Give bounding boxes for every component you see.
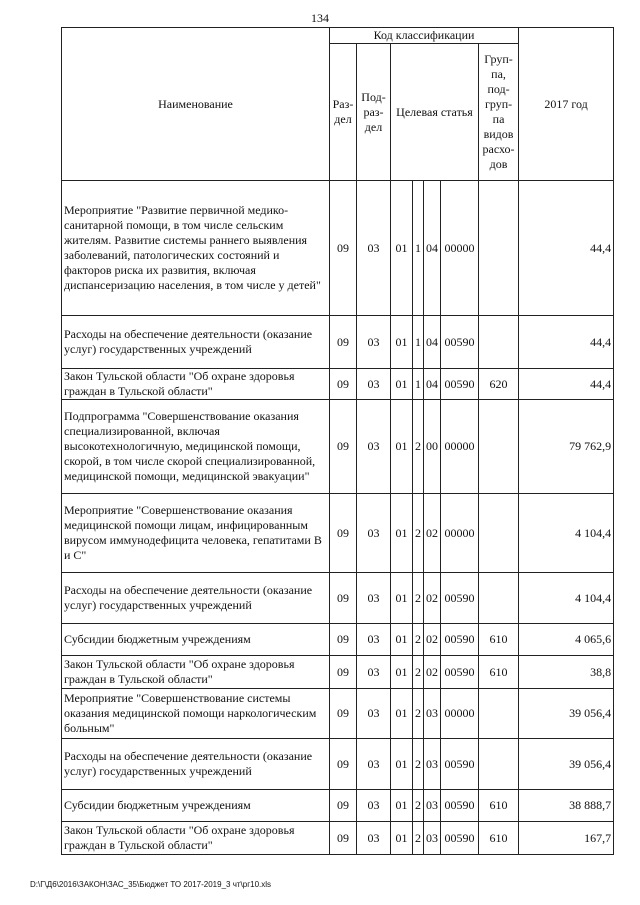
cell-target-direction: 00000 [441, 689, 479, 739]
cell-target-program: 01 [391, 369, 413, 400]
cell-target-subprogram: 1 [413, 181, 424, 316]
cell-name: Мероприятие "Совершенствование системы оказания медицинской помощи наркологическим больным" [62, 689, 330, 739]
header-year: 2017 год [519, 28, 614, 181]
page-number: 134 [311, 11, 329, 25]
table-row [62, 624, 614, 656]
cell-target-event: 03 [424, 790, 441, 822]
table-row [62, 494, 614, 573]
cell-name: Закон Тульской области "Об охране здоровья граждан в Тульской области" [62, 822, 330, 855]
cell-podrazdel: 03 [357, 790, 391, 822]
cell-target-program: 01 [391, 656, 413, 689]
cell-razdel: 09 [330, 494, 357, 573]
cell-group [479, 316, 519, 369]
cell-target-program: 01 [391, 790, 413, 822]
cell-target-program: 01 [391, 624, 413, 656]
cell-amount: 4 104,4 [519, 494, 614, 573]
cell-target-direction: 00590 [441, 573, 479, 624]
cell-podrazdel: 03 [357, 400, 391, 494]
cell-target-program: 01 [391, 181, 413, 316]
table-row [62, 790, 614, 822]
cell-name: Субсидии бюджетным учреждениям [62, 790, 330, 822]
cell-target-subprogram: 2 [413, 656, 424, 689]
cell-group [479, 689, 519, 739]
header-code: Код классификации [330, 28, 519, 44]
cell-target-subprogram: 2 [413, 494, 424, 573]
cell-group: 610 [479, 822, 519, 855]
cell-target-event: 04 [424, 316, 441, 369]
header-target: Целевая статья [391, 44, 479, 181]
cell-amount: 44,4 [519, 316, 614, 369]
table-row [62, 573, 614, 624]
cell-razdel: 09 [330, 689, 357, 739]
cell-amount: 167,7 [519, 822, 614, 855]
cell-target-subprogram: 2 [413, 790, 424, 822]
cell-target-program: 01 [391, 822, 413, 855]
cell-target-event: 03 [424, 739, 441, 790]
cell-podrazdel: 03 [357, 369, 391, 400]
cell-target-direction: 00000 [441, 400, 479, 494]
cell-target-event: 02 [424, 656, 441, 689]
cell-razdel: 09 [330, 790, 357, 822]
cell-razdel: 09 [330, 656, 357, 689]
cell-group [479, 739, 519, 790]
table-row [62, 400, 614, 494]
cell-target-program: 01 [391, 316, 413, 369]
cell-razdel: 09 [330, 624, 357, 656]
cell-podrazdel: 03 [357, 573, 391, 624]
cell-target-direction: 00590 [441, 316, 479, 369]
cell-podrazdel: 03 [357, 494, 391, 573]
cell-group: 610 [479, 790, 519, 822]
cell-target-event: 02 [424, 573, 441, 624]
cell-target-direction: 00000 [441, 181, 479, 316]
cell-amount: 44,4 [519, 181, 614, 316]
cell-target-program: 01 [391, 689, 413, 739]
cell-target-subprogram: 2 [413, 624, 424, 656]
cell-target-event: 00 [424, 400, 441, 494]
cell-podrazdel: 03 [357, 624, 391, 656]
cell-group: 620 [479, 369, 519, 400]
cell-razdel: 09 [330, 400, 357, 494]
cell-target-event: 02 [424, 494, 441, 573]
cell-name: Закон Тульской области "Об охране здоровья граждан в Тульской области" [62, 369, 330, 400]
table-row [62, 656, 614, 689]
cell-razdel: 09 [330, 573, 357, 624]
cell-podrazdel: 03 [357, 181, 391, 316]
cell-razdel: 09 [330, 739, 357, 790]
cell-name: Подпрограмма "Совершенствование оказания специализированной, включая высокотехнологичную, медицинской помощи, скорой, в том числе скорой специализированной, медицинской помощи, медицинской эвакуации" [62, 400, 330, 494]
table-row [62, 181, 614, 316]
cell-target-direction: 00590 [441, 624, 479, 656]
cell-podrazdel: 03 [357, 689, 391, 739]
header-group: Груп- па, под- груп- па видов расхо- дов [479, 44, 519, 181]
cell-target-direction: 00590 [441, 369, 479, 400]
cell-target-subprogram: 2 [413, 573, 424, 624]
cell-amount: 4 104,4 [519, 573, 614, 624]
cell-podrazdel: 03 [357, 316, 391, 369]
cell-amount: 44,4 [519, 369, 614, 400]
cell-razdel: 09 [330, 369, 357, 400]
table-row [62, 739, 614, 790]
cell-amount: 4 065,6 [519, 624, 614, 656]
cell-target-subprogram: 2 [413, 739, 424, 790]
table-row [62, 689, 614, 739]
cell-name: Расходы на обеспечение деятельности (оказание услуг) государственных учреждений [62, 316, 330, 369]
cell-group: 610 [479, 624, 519, 656]
cell-target-subprogram: 2 [413, 400, 424, 494]
cell-name: Мероприятие "Развитие первичной медико-санитарной помощи, в том числе сельским жителям. Развитие системы раннего выявления заболеваний, патологических состояний и факторов риска их развития, включая диспансеризацию населения, в том числе у детей" [62, 181, 330, 316]
header-name: Наименование [62, 28, 330, 181]
cell-razdel: 09 [330, 822, 357, 855]
cell-target-subprogram: 1 [413, 316, 424, 369]
cell-name: Закон Тульской области "Об охране здоровья граждан в Тульской области" [62, 656, 330, 689]
cell-group [479, 400, 519, 494]
cell-group [479, 181, 519, 316]
cell-name: Мероприятие "Совершенствование оказания медицинской помощи лицам, инфицированным вирусом иммунодефицита человека, гепатитами В и С" [62, 494, 330, 573]
cell-target-direction: 00590 [441, 656, 479, 689]
cell-podrazdel: 03 [357, 656, 391, 689]
cell-razdel: 09 [330, 316, 357, 369]
cell-amount: 79 762,9 [519, 400, 614, 494]
cell-target-program: 01 [391, 573, 413, 624]
cell-amount: 39 056,4 [519, 739, 614, 790]
cell-name: Расходы на обеспечение деятельности (оказание услуг) государственных учреждений [62, 739, 330, 790]
header-subsection: Под- раз- дел [357, 44, 391, 181]
cell-podrazdel: 03 [357, 739, 391, 790]
cell-target-subprogram: 2 [413, 689, 424, 739]
table-row [62, 369, 614, 400]
file-path-footer: D:\Г\Д6\2016\ЗАКОН\ЗАС_35\Бюджет ТО 2017-2019_3 чт\рг10.xls [30, 880, 272, 889]
cell-razdel: 09 [330, 181, 357, 316]
cell-name: Субсидии бюджетным учреждениям [62, 624, 330, 656]
table-row [62, 316, 614, 369]
cell-amount: 38 888,7 [519, 790, 614, 822]
cell-target-direction: 00590 [441, 790, 479, 822]
cell-target-program: 01 [391, 494, 413, 573]
cell-target-event: 04 [424, 369, 441, 400]
cell-amount: 39 056,4 [519, 689, 614, 739]
cell-target-event: 03 [424, 689, 441, 739]
cell-target-program: 01 [391, 739, 413, 790]
table-row [62, 822, 614, 855]
cell-group [479, 573, 519, 624]
table-body [62, 181, 614, 855]
cell-group [479, 494, 519, 573]
cell-podrazdel: 03 [357, 822, 391, 855]
header-section: Раз- дел [330, 44, 357, 181]
cell-target-event: 04 [424, 181, 441, 316]
cell-target-event: 03 [424, 822, 441, 855]
cell-target-subprogram: 2 [413, 822, 424, 855]
cell-target-direction: 00000 [441, 494, 479, 573]
cell-target-direction: 00590 [441, 822, 479, 855]
cell-target-event: 02 [424, 624, 441, 656]
cell-group: 610 [479, 656, 519, 689]
cell-target-subprogram: 1 [413, 369, 424, 400]
budget-table [61, 27, 614, 855]
cell-amount: 38,8 [519, 656, 614, 689]
cell-name: Расходы на обеспечение деятельности (оказание услуг) государственных учреждений [62, 573, 330, 624]
cell-target-program: 01 [391, 400, 413, 494]
cell-target-direction: 00590 [441, 739, 479, 790]
